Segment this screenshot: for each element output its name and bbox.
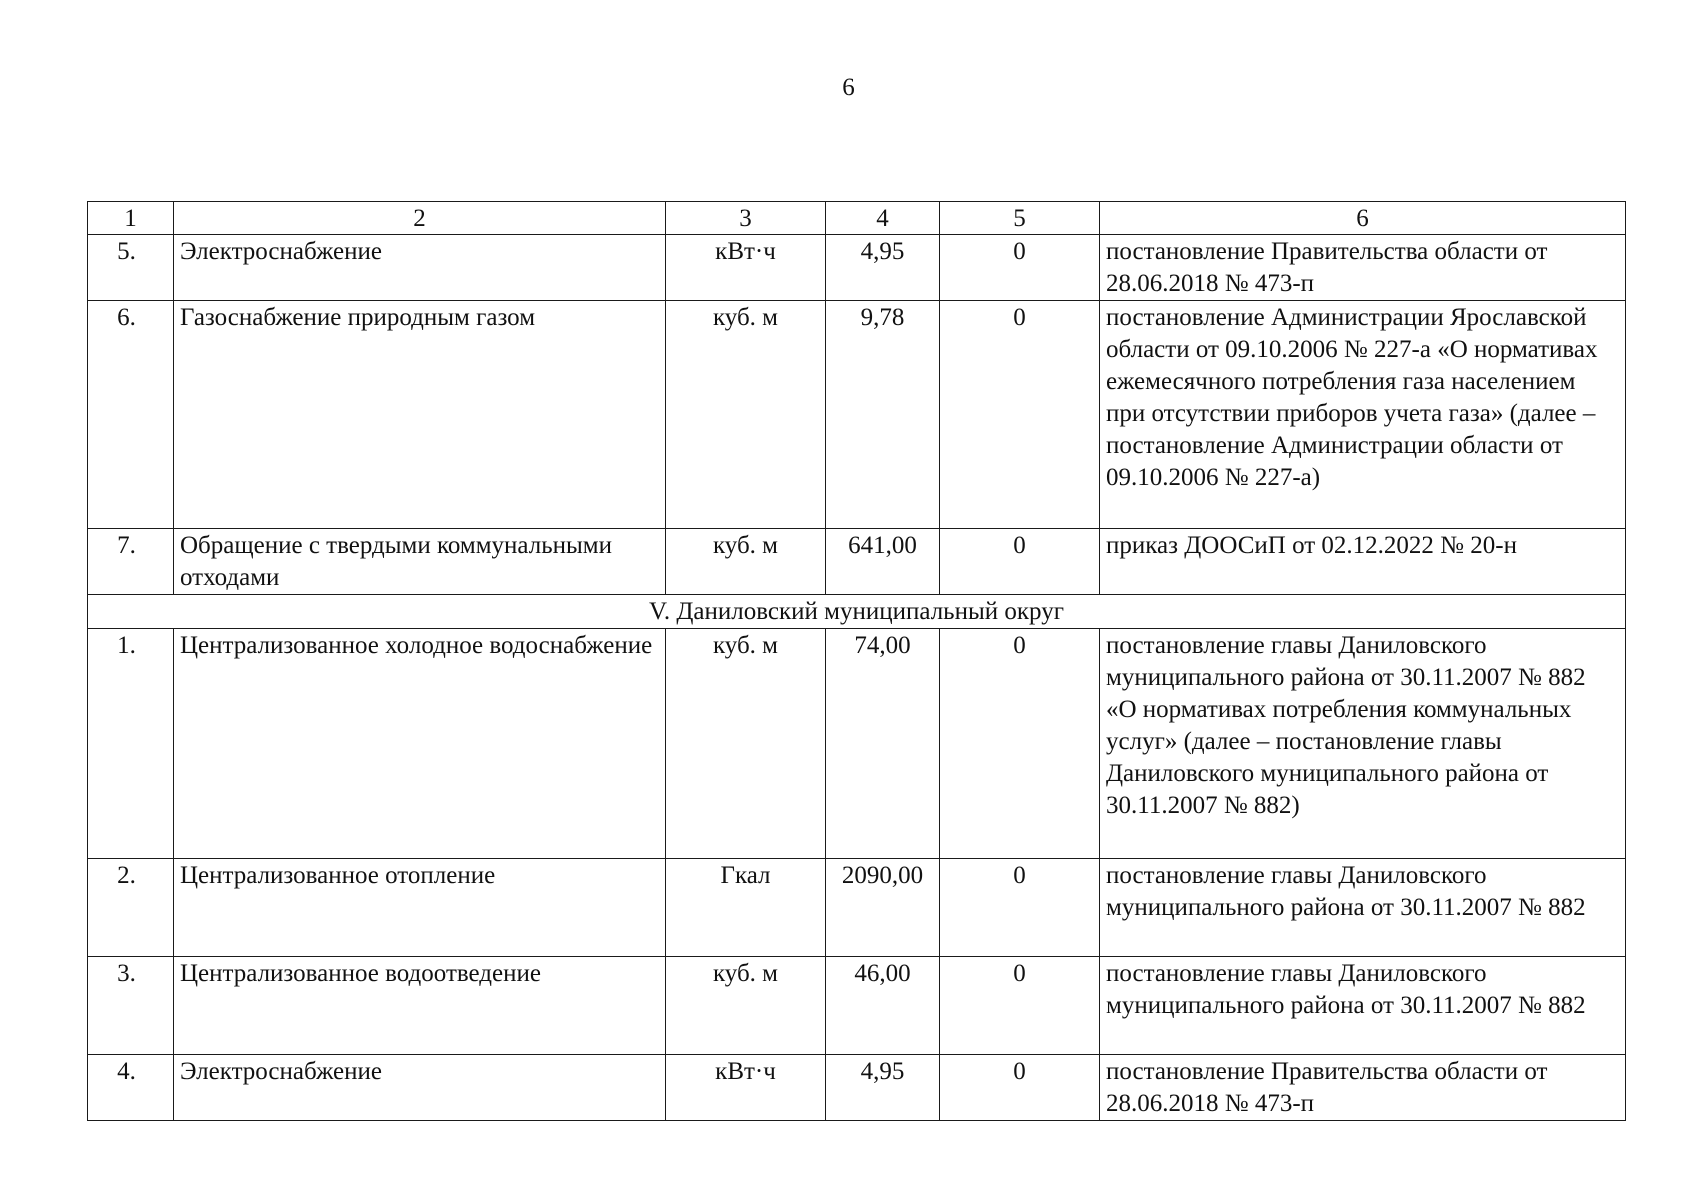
norm-value: 74,00 xyxy=(826,629,940,859)
norm-value: 4,95 xyxy=(826,1055,940,1121)
section-title: V. Даниловский муниципальный округ xyxy=(88,595,1626,629)
norm-value: 4,95 xyxy=(826,235,940,301)
header-cell: 6 xyxy=(1100,202,1626,235)
norm-value: 2090,00 xyxy=(826,859,940,957)
table-row xyxy=(88,1055,1626,1121)
service-name: Электроснабжение xyxy=(174,235,666,301)
legal-document: приказ ДООСиП от 02.12.2022 № 20-н xyxy=(1100,529,1626,595)
column-5-value: 0 xyxy=(940,529,1100,595)
header-cell: 3 xyxy=(666,202,826,235)
table-row xyxy=(88,957,1626,1055)
legal-document: постановление Администрации Ярославской области от 09.10.2006 № 227-а «О нормативах ежемесячного потребления газа населением при отсутствии приборов учета газа» (далее – постановление Администрации области от 09.10.2006 № 227-а) xyxy=(1100,301,1626,529)
row-number: 5. xyxy=(88,235,174,301)
service-name: Централизованное холодное водоснабжение xyxy=(174,629,666,859)
legal-document: постановление главы Даниловского муниципального района от 30.11.2007 № 882 xyxy=(1100,957,1626,1055)
row-number: 7. xyxy=(88,529,174,595)
legal-document: постановление главы Даниловского муниципального района от 30.11.2007 № 882 xyxy=(1100,859,1626,957)
service-name: Газоснабжение природным газом xyxy=(174,301,666,529)
legal-document: постановление Правительства области от 28.06.2018 № 473-п xyxy=(1100,1055,1626,1121)
service-name: Обращение с твердыми коммунальными отходами xyxy=(174,529,666,595)
row-number: 1. xyxy=(88,629,174,859)
column-5-value: 0 xyxy=(940,859,1100,957)
row-number: 3. xyxy=(88,957,174,1055)
table-row xyxy=(88,301,1626,529)
column-5-value: 0 xyxy=(940,957,1100,1055)
tariff-table xyxy=(87,201,1626,1121)
table-header-row xyxy=(88,202,1626,235)
page-number: 6 xyxy=(842,74,855,101)
section-header-row xyxy=(88,595,1626,629)
row-number: 4. xyxy=(88,1055,174,1121)
row-number: 2. xyxy=(88,859,174,957)
table-row xyxy=(88,859,1626,957)
table-row xyxy=(88,629,1626,859)
unit: кВт·ч xyxy=(666,235,826,301)
column-5-value: 0 xyxy=(940,301,1100,529)
column-5-value: 0 xyxy=(940,629,1100,859)
column-5-value: 0 xyxy=(940,1055,1100,1121)
row-number: 6. xyxy=(88,301,174,529)
header-cell: 1 xyxy=(88,202,174,235)
unit: кВт·ч xyxy=(666,1055,826,1121)
table-row xyxy=(88,529,1626,595)
service-name: Централизованное водоотведение xyxy=(174,957,666,1055)
column-5-value: 0 xyxy=(940,235,1100,301)
header-cell: 5 xyxy=(940,202,1100,235)
header-cell: 2 xyxy=(174,202,666,235)
unit: куб. м xyxy=(666,529,826,595)
table-row xyxy=(88,235,1626,301)
unit: куб. м xyxy=(666,957,826,1055)
header-cell: 4 xyxy=(826,202,940,235)
norm-value: 9,78 xyxy=(826,301,940,529)
legal-document: постановление главы Даниловского муниципального района от 30.11.2007 № 882 «О нормативах потребления коммунальных услуг» (далее – постановление главы Даниловского муниципального района от 30.11.2007 № 882) xyxy=(1100,629,1626,859)
legal-document: постановление Правительства области от 28.06.2018 № 473-п xyxy=(1100,235,1626,301)
service-name: Электроснабжение xyxy=(174,1055,666,1121)
norm-value: 46,00 xyxy=(826,957,940,1055)
service-name: Централизованное отопление xyxy=(174,859,666,957)
unit: куб. м xyxy=(666,301,826,529)
unit: куб. м xyxy=(666,629,826,859)
unit: Гкал xyxy=(666,859,826,957)
norm-value: 641,00 xyxy=(826,529,940,595)
